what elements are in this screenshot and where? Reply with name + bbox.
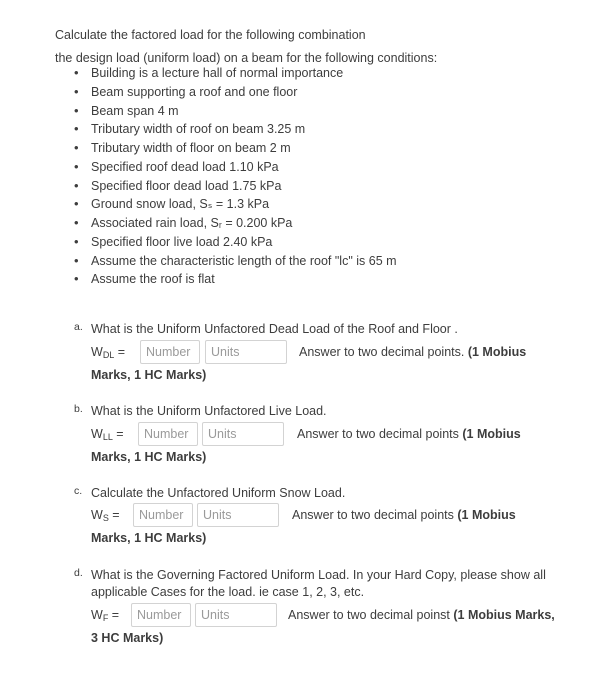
units-input[interactable]	[202, 422, 284, 446]
question-letter: b.	[74, 403, 83, 415]
answer-instruction: Answer to two decimal points (1 Mobius	[297, 427, 521, 441]
intro-line-2: the design load (uniform load) on a beam for the following conditions:	[55, 51, 438, 65]
marks-text: Marks, 1 HC Marks)	[91, 450, 207, 464]
number-input[interactable]	[138, 422, 198, 446]
number-input[interactable]	[133, 503, 193, 527]
variable-label: $W_{DL}$ =	[91, 345, 126, 360]
answer-instruction: Answer to two decimal points (1 Mobius	[292, 508, 516, 522]
condition-item: • Associated rain load, Sᵣ = 0.200 kPa	[74, 214, 397, 233]
condition-item: • Specified floor dead load 1.75 kPa	[74, 177, 397, 196]
marks-text: Marks, 1 HC Marks)	[91, 531, 207, 545]
condition-item: • Assume the characteristic length of the roof "lc" is 65 m	[74, 252, 397, 271]
condition-item: • Ground snow load, Sₛ = 1.3 kPa	[74, 195, 397, 214]
question-text: What is the Uniform Unfactored Dead Load of the Roof and Floor .	[91, 322, 458, 336]
question-letter: a.	[74, 321, 83, 333]
question-text: What is the Uniform Unfactored Live Load.	[91, 404, 327, 418]
condition-item: • Building is a lecture hall of normal importance	[74, 64, 397, 83]
question-text: Calculate the Unfactored Uniform Snow Load.	[91, 486, 346, 500]
units-input[interactable]	[197, 503, 279, 527]
variable-label: $W_S$ =	[91, 508, 120, 523]
condition-item: • Beam supporting a roof and one floor	[74, 83, 397, 102]
units-input[interactable]	[205, 340, 287, 364]
condition-item: • Assume the roof is flat	[74, 270, 397, 289]
number-input[interactable]	[131, 603, 191, 627]
answer-instruction: Answer to two decimal poinst (1 Mobius Marks,	[288, 608, 555, 622]
condition-item: • Tributary width of roof on beam 3.25 m	[74, 120, 397, 139]
intro-line-1: Calculate the factored load for the following combination	[55, 28, 366, 42]
answer-instruction: Answer to two decimal points. (1 Mobius	[299, 345, 527, 359]
condition-item: • Specified floor live load 2.40 kPa	[74, 233, 397, 252]
condition-item: • Specified roof dead load 1.10 kPa	[74, 158, 397, 177]
number-input[interactable]	[140, 340, 200, 364]
marks-text: Marks, 1 HC Marks)	[91, 368, 207, 382]
condition-item: • Tributary width of floor on beam 2 m	[74, 139, 397, 158]
condition-item: • Beam span 4 m	[74, 102, 397, 121]
units-input[interactable]	[195, 603, 277, 627]
variable-label: $W_F$ =	[91, 608, 120, 623]
question-letter: d.	[74, 567, 83, 579]
question-text: What is the Governing Factored Uniform Load. In your Hard Copy, please show all applicable Cases for the load. ie case 1, 2, 3, etc.	[91, 568, 546, 599]
variable-label: $W_{LL}$ =	[91, 427, 124, 442]
conditions-list	[74, 64, 397, 289]
marks-text: 3 HC Marks)	[91, 631, 164, 645]
question-letter: c.	[74, 485, 83, 497]
